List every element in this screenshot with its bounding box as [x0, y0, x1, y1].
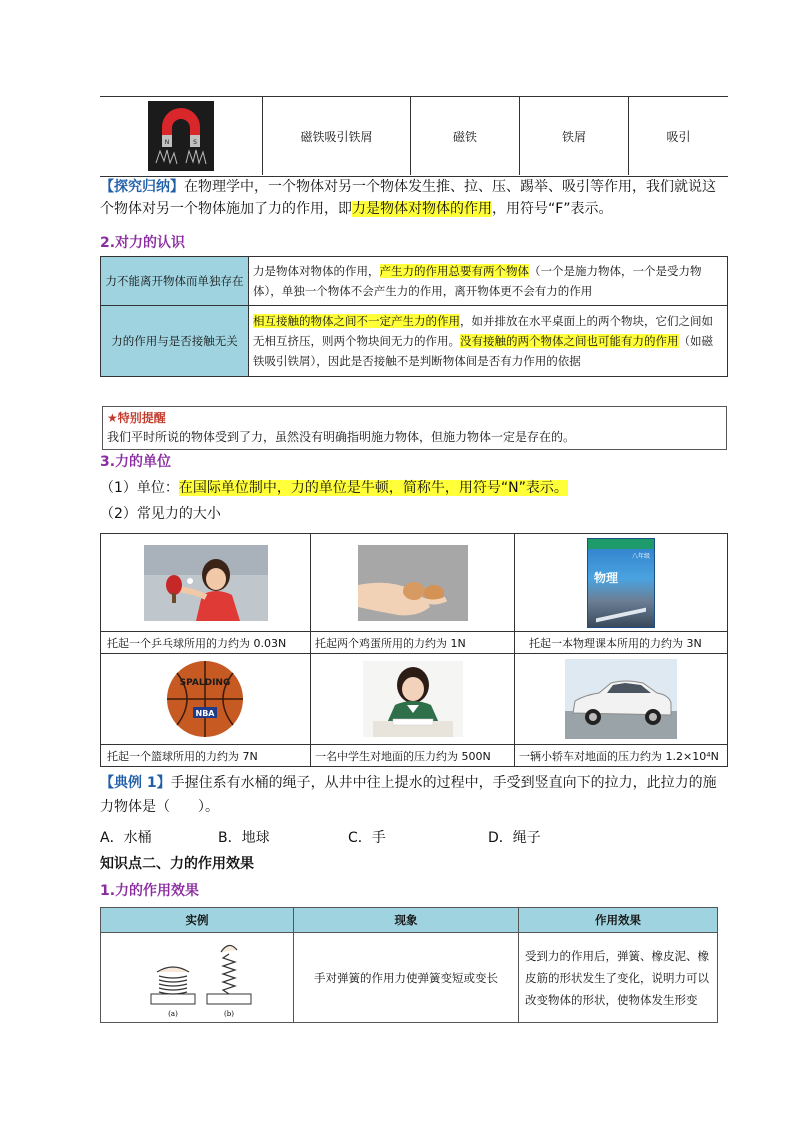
force-cell-car: 一辆小轿车对地面的压力约为 1.2×10⁴N [515, 745, 728, 767]
option-d: D．绳子 [488, 830, 541, 846]
force-cell-student: 一名中学生对地面的压力约为 500N [311, 745, 515, 767]
effect-description: 受到力的作用后，弹簧、橡皮泥、橡皮筋的形状发生了变化，说明力可以改变物体的形状，使物体发生形变 [519, 933, 718, 1023]
basketball-image [163, 659, 249, 739]
section2-row1-content: 力是物体对物体的作用，产生力的作用总要有两个物体（一个是施力物体，一个是受力物体），单独一个物体不会产生力的作用，离开物体更不会有力的作用 [249, 257, 728, 306]
reminder-text: 我们平时所说的物体受到了力，虽然没有明确指明施力物体，但施力物体一定是存在的。 [107, 430, 576, 444]
section3-title: 3.力的单位 [100, 454, 172, 470]
option-c: C．手 [348, 830, 386, 846]
cell-applier: 磁铁 [411, 97, 520, 175]
cell-type: 吸引 [629, 97, 729, 175]
force-cell-pingpong: 托起一个乒乓球所用的力约为 0.03N [101, 632, 311, 654]
ball-logo: NBA [195, 709, 214, 718]
book-grade: 八年级 [631, 552, 650, 560]
effect-header-example: 实例 [101, 908, 294, 933]
reminder-title: ★特别提醒 [107, 411, 166, 425]
effect-table [100, 907, 718, 1023]
knowledge2-subtitle: 1.力的作用效果 [100, 883, 200, 899]
summary-text: 在物理学中，一个物体对另一个物体发生推、拉、压、踢举、吸引等作用，我们就说这个物体对另一个物体施加了力的作用，即 [100, 179, 716, 217]
summary-tag: 【探究归纳】 [100, 179, 184, 195]
pingpong-image-cell [101, 534, 311, 632]
magnet-image [148, 101, 214, 171]
book-title: 物理 [594, 570, 619, 585]
book-image-cell [515, 534, 728, 632]
section2-row1-head: 力不能离开物体而单独存在 [101, 257, 249, 306]
force-cell-eggs: 托起两个鸡蛋所用的力约为 1N [311, 632, 515, 654]
physics-book-image [587, 538, 655, 628]
option-b: B．地球 [218, 830, 270, 846]
section2-title: 2.对力的认识 [100, 235, 186, 251]
pingpong-image [144, 545, 268, 621]
svg-text:S: S [193, 139, 197, 146]
summary-highlight: 力是物体对物体的作用 [352, 201, 492, 217]
unit-label: （1）单位： [100, 480, 179, 496]
magnet-image-cell [100, 97, 263, 175]
top-table [100, 96, 728, 177]
student-image-cell [311, 654, 515, 745]
summary-paragraph [100, 176, 728, 220]
eggs-image-cell [311, 534, 515, 632]
unit-line [100, 477, 568, 499]
svg-text:N: N [164, 139, 170, 146]
label-b: (b) [224, 1009, 234, 1018]
ball-brand: SPALDING [179, 678, 230, 688]
student-image [363, 661, 463, 737]
force-cell-book: 托起一本物理课本所用的力约为 3N [515, 632, 728, 654]
reminder-box [102, 406, 727, 450]
effect-phenomenon: 手对弹簧的作用力使弹簧变短或变长 [294, 933, 519, 1023]
label-a: (a) [168, 1009, 178, 1018]
force-grid [100, 533, 728, 767]
unit-text: 在国际单位制中，力的单位是牛顿，简称牛，用符号“N”表示。 [178, 480, 568, 496]
spring-image [137, 936, 257, 1020]
effect-header-phenomenon: 现象 [294, 908, 519, 933]
eggs-image [358, 545, 468, 621]
example1-text: 手握住系有水桶的绳子，从井中往上提水的过程中，手受到竖直向下的拉力，此拉力的施力物体是（ ）。 [100, 775, 717, 815]
example1-paragraph [100, 771, 728, 819]
summary-text-end: ，用符号“F”表示。 [492, 201, 613, 217]
section2-row2-content: 相互接触的物体之间不一定产生力的作用，如并排放在水平桌面上的两个物块，它们之间如无相互挤压，则两个物块间无力的作用。没有接触的两个物体之间也可能有力的作用（如磁铁吸引铁屑），因此是否接触不是判断物体间是否有力作用的依据 [249, 306, 728, 377]
section2-table [100, 256, 728, 377]
cell-example: 磁铁吸引铁屑 [263, 97, 411, 175]
section2-row2-head: 力的作用与是否接触无关 [101, 306, 249, 377]
basketball-image-cell [101, 654, 311, 745]
force-cell-basketball: 托起一个篮球所用的力约为 7N [101, 745, 311, 767]
cell-receiver: 铁屑 [520, 97, 629, 175]
knowledge2-title: 知识点二、力的作用效果 [100, 856, 254, 872]
effect-header-effect: 作用效果 [519, 908, 718, 933]
option-a: A．水桶 [100, 830, 152, 846]
car-image-cell [515, 654, 728, 745]
example1-tag: 【典例 1】 [100, 775, 171, 791]
car-image [565, 659, 677, 739]
common-force-label: （2）常见力的大小 [100, 506, 221, 522]
spring-image-cell [101, 933, 294, 1023]
